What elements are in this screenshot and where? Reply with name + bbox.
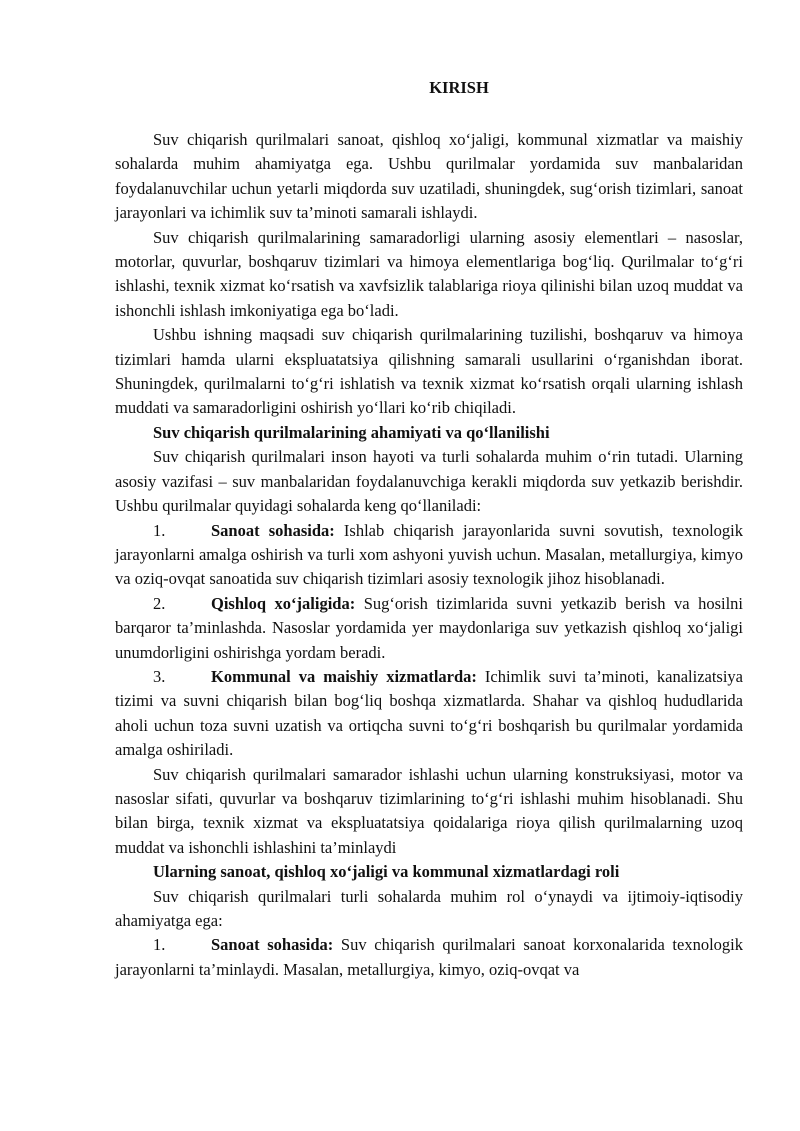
paragraph-intro-1: Suv chiqarish qurilmalari sanoat, qishloq xo‘jaligi, kommunal xizmatlar va maishiy sohalarda muhim ahamiyatga ega. Ushbu qurilmalar yordamida suv manbalaridan foydalanuvchilar uchun yetarli miqdorda suv uzatiladi, shuningdek, sug‘orish tizimlari, sanoat jarayonlari va ichimlik suv ta’minoti samarali ishlaydi. bbox=[115, 130, 743, 223]
paragraph-section-2: Suv chiqarish qurilmalari turli sohalarda muhim rol o‘ynaydi va ijtimoiy-iqtisodiy ahamiyatga ega: bbox=[115, 886, 743, 930]
paragraph-section-1: Suv chiqarish qurilmalari inson hayoti va turli sohalarda muhim o‘rin tutadi. Ularning asosiy vazifasi – suv manbalaridan foydalanuvchiga kerakli miqdorda suv yetkazib berishdir. Ushbu qurilmalar quyidagi sohalarda keng qo‘llaniladi: bbox=[115, 447, 743, 516]
list-item-lead: Sanoat sohasida: bbox=[211, 520, 335, 540]
paragraph-intro-3: Ushbu ishning maqsadi suv chiqarish qurilmalarining tuzilishi, boshqaruv va himoya tizimlari hamda ularni ekspluatatsiya qilishning samarali usullarini o‘rganishdan iborat. Shuningdek, qurilmalarni to‘g‘ri ishlatish va texnik xizmat ko‘rsatish orqali ularning ishlash muddati va samaradorligini oshirish yo‘llari ko‘rib chiqiladi. bbox=[115, 325, 743, 418]
paragraph-section-1-summary: Suv chiqarish qurilmalari samarador ishlashi uchun ularning konstruksiyasi, motor va nasoslar sifati, quvurlar va boshqaruv tizimlarining to‘g‘ri ishlashi muhim hisoblanadi. Shu bilan birga, texnik xizmat va ekspluatatsiya qoidalariga rioya qilish qurilmalarning uzoq muddat va ishonchli ishlashini ta’minlaydi bbox=[115, 764, 743, 857]
list-number: 2. bbox=[153, 593, 166, 613]
list-number: 1. bbox=[153, 520, 166, 540]
page-title: KIRISH bbox=[429, 78, 489, 97]
list-item-text: Ichimlik suvi ta’minoti, kanalizatsiya tizimi va suvni chiqarish bilan bog‘liq boshqa xizmatlarda. Shahar va qishloq hududlarida aholi uchun toza suvni uzatish va ortiqcha suvni to‘g‘ri boshqarish bu qurilmalar yordamida amalga oshiriladi. bbox=[115, 666, 743, 760]
list-number: 3. bbox=[153, 666, 166, 686]
list-item-lead: Kommunal va maishiy xizmatlarda: bbox=[211, 666, 477, 686]
section-heading-1: Suv chiqarish qurilmalarining ahamiyati va qo‘llanilishi bbox=[153, 422, 550, 442]
list-item bbox=[115, 519, 743, 592]
list-item-lead: Sanoat sohasida: bbox=[211, 935, 334, 955]
list-item bbox=[115, 592, 743, 665]
list-item-lead: Qishloq xo‘jaligida: bbox=[211, 593, 356, 613]
list-item bbox=[115, 665, 743, 763]
list-item-text: Ishlab chiqarish jarayonlarida suvni sovutish, texnologik jarayonlarni amalga oshirish va turli xom ashyoni yuvish uchun. Masalan, metallurgiya, kimyo va oziq-ovqat sanoatida suv chiqarish tizimlari asosiy texnologik jihoz hisoblanadi. bbox=[115, 520, 743, 589]
section-heading-2: Ularning sanoat, qishloq xo‘jaligi va kommunal xizmatlardagi roli bbox=[153, 862, 620, 882]
list-item-text: Suv chiqarish qurilmalari sanoat korxonalarida texnologik jarayonlarni ta’minlaydi. Masalan, metallurgiya, kimyo, oziq-ovqat va bbox=[115, 935, 744, 979]
list-item-text: Sug‘orish tizimlarida suvni yetkazib berish va hosilni barqaror ta’minlashda. Nasoslar yordamida yer maydonlariga suv yetkazish qishloq xo‘jaligi unumdorligini oshirishga yordam beradi. bbox=[115, 593, 743, 662]
list-item bbox=[115, 933, 743, 982]
list-number: 1. bbox=[153, 935, 166, 955]
paragraph-intro-2: Suv chiqarish qurilmalarining samaradorligi ularning asosiy elementlari – nasoslar, motorlar, quvurlar, boshqaruv tizimlari va himoya elementlariga bog‘liq. Qurilmalar to‘g‘ri ishlashi, texnik xizmat ko‘rsatish va xavfsizlik talablariga rioya qilinishi bilan uzoq muddat va ishonchli ishlash imkoniyatiga ega bo‘ladi. bbox=[115, 227, 743, 320]
